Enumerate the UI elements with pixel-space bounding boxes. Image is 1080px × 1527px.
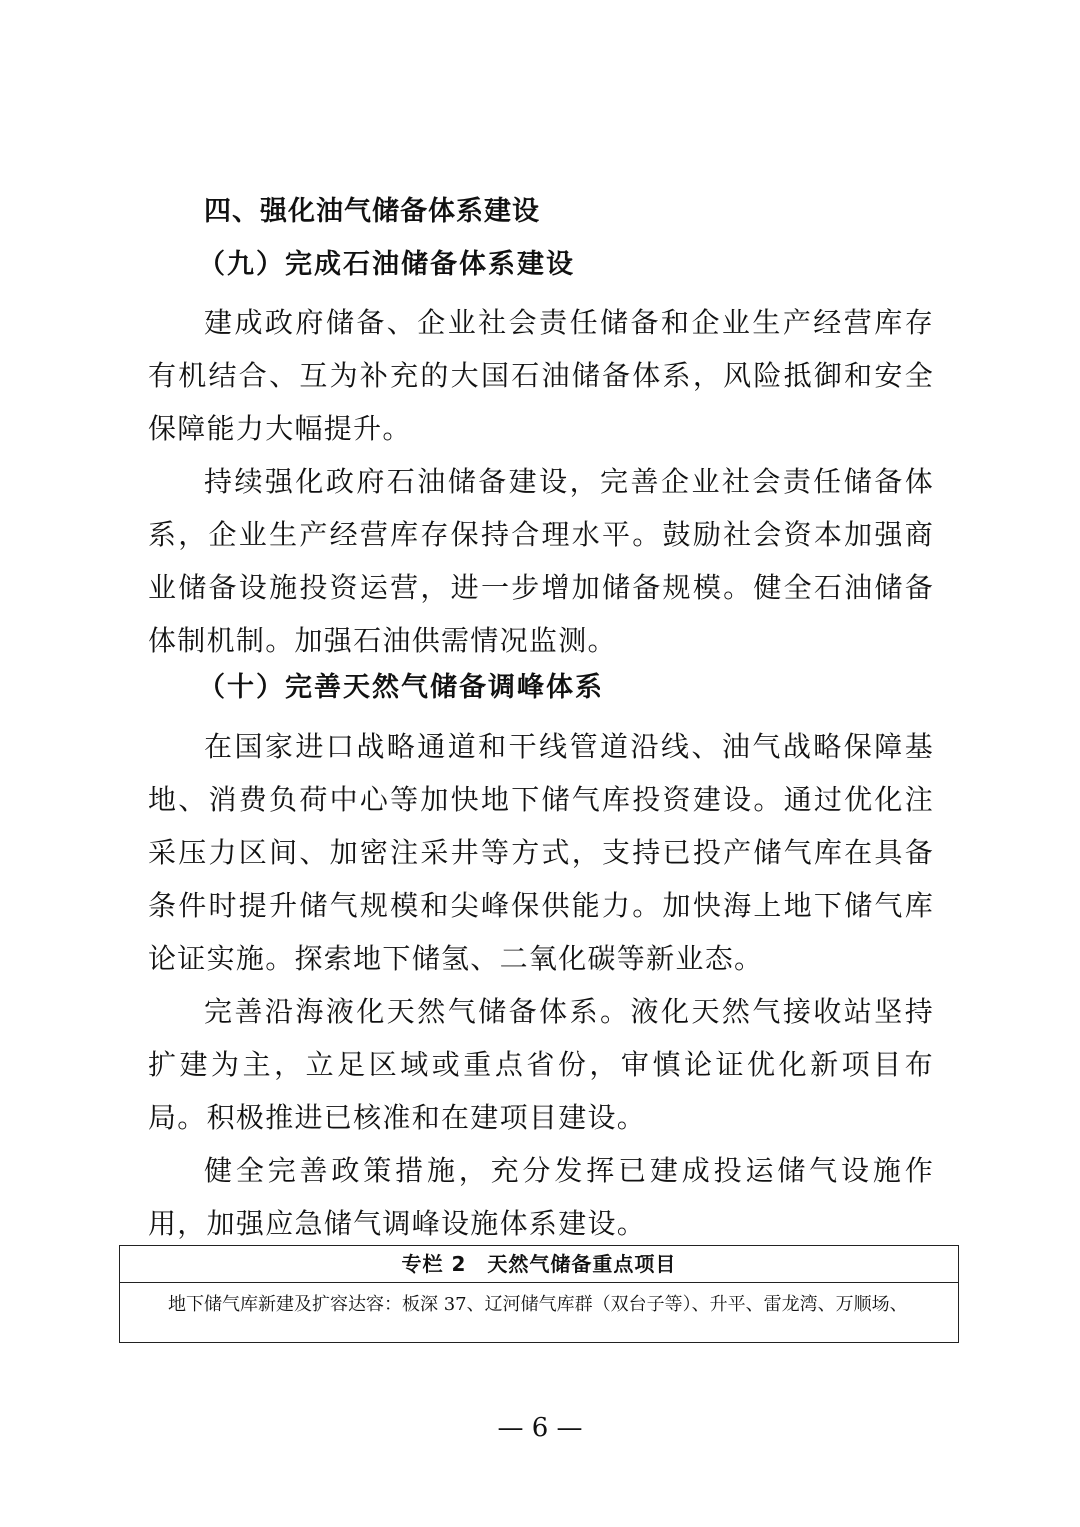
feature-box-content: 地下储气库新建及扩容达容：板深 37、辽河储气库群（双台子等）、升平、雷龙湾、万顺场、: [168, 1294, 908, 1315]
feature-box: [119, 1245, 959, 1343]
paragraph: 持续强化政府石油储备建设，完善企业社会责任储备体系，企业生产经营库存保持合理水平。鼓励社会资本加强商业储备设施投资运营，进一步增加储备规模。健全石油储备体制机制。加强石油供需情况监测。: [148, 465, 934, 657]
paragraph: 在国家进口战略通道和干线管道沿线、油气战略保障基地、消费负荷中心等加快地下储气库投资建设。通过优化注采压力区间、加密注采井等方式，支持已投产储气库在具备条件时提升储气规模和尖峰保供能力。加快海上地下储气库论证实施。探索地下储氢、二氧化碳等新业态。: [148, 730, 934, 975]
feature-box-title: 专栏 2 天然气储备重点项目: [120, 1246, 958, 1283]
subsection-heading-9: （九）完成石油储备体系建设: [198, 249, 575, 280]
paragraph: 健全完善政策措施，充分发挥已建成投运储气设施作用，加强应急储气调峰设施体系建设。: [148, 1154, 934, 1240]
paragraph: 建成政府储备、企业社会责任储备和企业生产经营库存有机结合、互为补充的大国石油储备体系，风险抵御和安全保障能力大幅提升。: [148, 306, 934, 445]
paragraph: 完善沿海液化天然气储备体系。液化天然气接收站坚持扩建为主，立足区域或重点省份，审慎论证优化新项目布局。积极推进已核准和在建项目建设。: [148, 995, 934, 1134]
subsection-heading-10: （十）完善天然气储备调峰体系: [198, 672, 604, 703]
page-number: — 6 —: [497, 1413, 583, 1443]
section-heading: 四、强化油气储备体系建设: [204, 196, 540, 227]
